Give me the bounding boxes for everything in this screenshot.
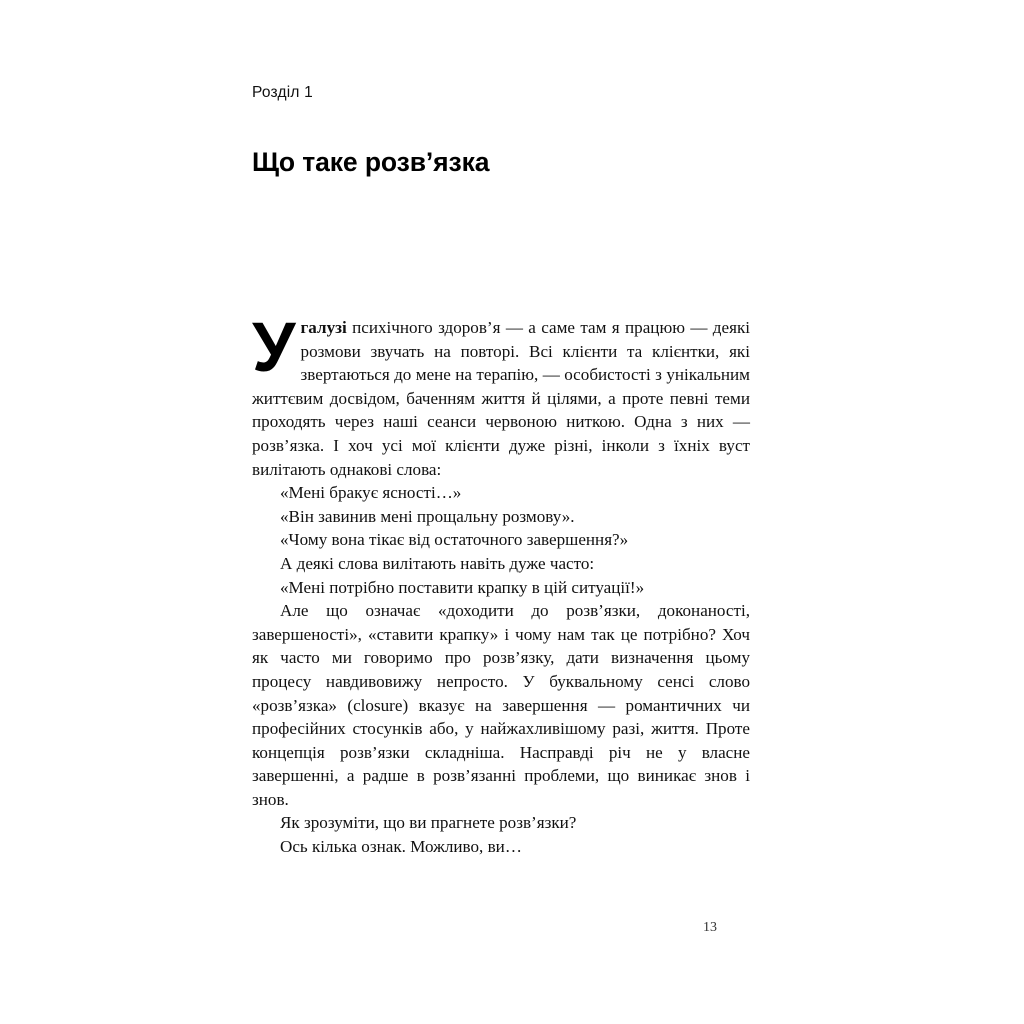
page-number: 13 [703,920,717,935]
body-text [252,308,750,859]
bridge-line: А деякі слова вилітають навіть дуже часто: [280,553,595,573]
chapter-label: Розділ 1 [252,84,313,101]
chapter-title: Що таке розв’язка [252,146,490,177]
client-quote: «Мені бракує ясності…» [280,483,462,503]
page-number-container [0,920,1024,936]
page-header [252,84,750,178]
client-quote: «Він завинив мені прощальну розмову». [280,506,575,526]
drop-cap: У [252,308,296,386]
opening-paragraph [252,308,750,481]
lead-in-word: галузі [300,318,347,337]
emphatic-quote: «Мені потрібно поставити крапку в цій ситуації!» [280,577,645,597]
client-quote: «Чому вона тікає від остаточного завершення?» [280,530,629,550]
closing-line: Ось кілька ознак. Можливо, ви… [280,837,522,857]
definition-paragraph: Але що означає «доходити до розв’язки, доконаності, завершеності», «ставити крапку» і чому нам так це потрібно? Хоч як часто ми говоримо про розв’язку, дати визначення цьому процесу навдивовижу непросто. У буквальному сенсі слово «розв’язка» (closure) вказує на завершення — романтичних чи професійних стосунків або, у найжахливішому разі, життя. Проте концепція розв’язки складніша. Насправді річ не у власне завершенні, а радше в розв’язанні проблеми, що виникає знов і знов. [252,601,750,809]
opening-paragraph-text: психічного здоров’я — а саме там я працюю — деякі розмови звучать на повторі. Всі клієнти та клієнтки, які звертаються до мене на терапію, — особистості з унікальним життєвим досвідом, баченням життя й цілями, а проте певні теми проходять через наші сеанси червоною ниткою. Одна з них — розв’язка. І хоч усі мої клієнти дуже різні, інколи з їхніх вуст вилітають однакові слова: [252,318,750,479]
closing-question: Як зрозуміти, що ви прагнете розв’язки? [280,813,577,833]
